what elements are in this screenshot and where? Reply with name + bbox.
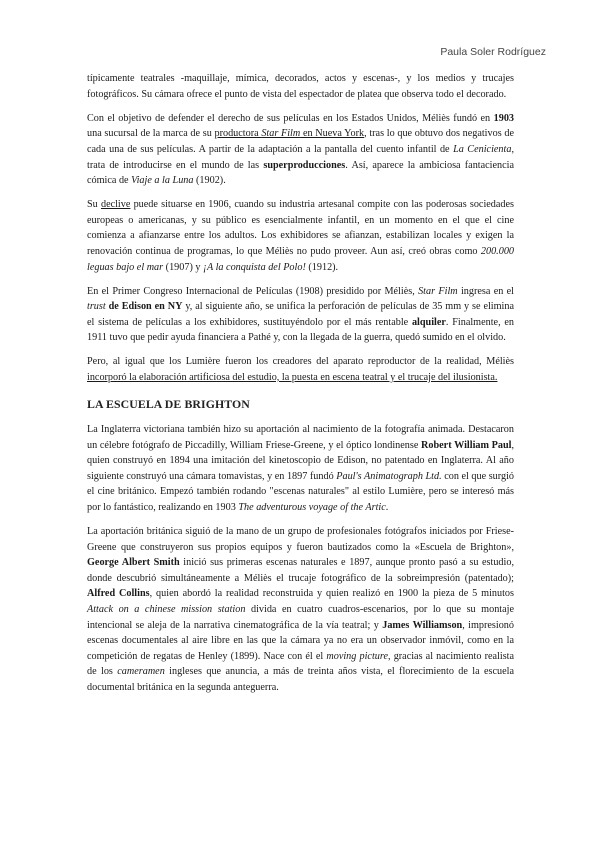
bold-name: Robert William Paul xyxy=(421,439,512,451)
text-run: en Nueva York xyxy=(300,128,365,140)
document-body xyxy=(87,71,514,704)
paragraph-congreso xyxy=(87,284,514,346)
text-run: . Así, aparece la ambiciosa fantaciencia cómica de xyxy=(87,159,514,187)
text-run: La Inglaterra victoriana también hizo su aportación al nacimiento de la fotografía animada. Destacaron un célebre fotógrafo de Piccadilly, William Friese-Greene, y el óptico londinense xyxy=(87,424,514,451)
underlined-word: declive xyxy=(100,199,131,211)
italic-title: ¡A la conquista del Polo! xyxy=(203,261,306,273)
underlined-phrase xyxy=(215,128,365,139)
text-run: Su xyxy=(87,199,101,211)
italic-term: trust xyxy=(87,301,106,313)
bold-name: Alfred Collins xyxy=(87,588,150,600)
text-run: Pero, al igual que los Lumière fueron los creadores del aparato reproductor de la realidad, Méliès xyxy=(87,356,514,368)
text-run: productora xyxy=(214,128,262,140)
bold-name: James Williamson xyxy=(382,619,463,631)
bold-name: George Albert Smith xyxy=(87,557,180,569)
text-run: y, al siguiente año, se unifica la perforación de películas de 35 mm y se elimina el sistema de películas a los exhibidores, sustituyéndolo por el más rentable xyxy=(87,301,515,328)
italic-term: moving picture xyxy=(326,650,388,662)
text-run: ingleses que anuncia, a más de treinta años vista, el florecimiento de la escuela documental británica en la segunda anteguerra. xyxy=(87,666,514,693)
text-run: En el Primer Congreso Internacional de Películas (1908) presidido por Méliès, xyxy=(87,285,419,297)
bold-term: alquiler xyxy=(411,316,446,328)
bold-term: de Edison en NY xyxy=(105,301,183,313)
bold-year: 1903 xyxy=(493,112,514,124)
paragraph-brighton xyxy=(87,524,514,696)
text-run: típicamente teatrales -maquillaje, mímica, decorados, actos y escenas-, y los medios y trucajes fotográficos. Su cámara ofrece el punto de vista del espectador de platea que observa todo el decorado. xyxy=(87,73,514,100)
text-run: , quien abordó la realidad reconstruida y quien realizó en 1900 la pieza de 5 minutos xyxy=(149,588,514,600)
text-run: una sucursal de la marca de su xyxy=(87,128,215,140)
paragraph-declive xyxy=(87,197,514,275)
text-run: (1902). xyxy=(193,175,226,187)
italic-title: Star Film xyxy=(261,128,301,140)
italic-title: La Cenicienta xyxy=(453,143,512,155)
text-run: , quien construyó en 1894 una imitación del kinetoscopio de Edison, no patentado en Inglaterra. Al año siguiente construyó una cámara tomavistas, y en 1897 fundó xyxy=(87,439,514,482)
section-heading: LA ESCUELA DE BRIGHTON xyxy=(87,397,250,412)
italic-term: cameramen xyxy=(117,666,165,678)
paragraph-star-film xyxy=(87,111,514,189)
text-run: , impresionó escenas documentales al aire libre en las que la cámara ya no era un observador inmóvil, como en la competición de regatas de Henley (1899). Nace con él el xyxy=(87,619,514,662)
text-run: divida en cuatro cuadros-escenarios, por lo que su montaje intencional se aleja de la narrativa cinematográfica de la vía teatral; y xyxy=(87,603,514,631)
text-run: . xyxy=(385,502,389,514)
text-run: , trata de introducirse en el mundo de las xyxy=(87,143,514,171)
text-run: Con el objetivo de defender el derecho de sus películas en los Estados Unidos, Méliès fundó en xyxy=(87,112,494,124)
paragraph-lumiere xyxy=(87,354,514,385)
text-run: . Finalmente, en 1911 tuvo que pedir ayuda financiera a Pathé y, con la llegada de la guerra, quedó sumido en el olvido. xyxy=(87,316,514,344)
text-run: puede situarse en 1906, cuando su industria artesanal compite con las poderosas sociedades europeas o americanas, y su público es esencialmente infantil, en un momento en el que el cine comienza a afianzarse entre los adultos. Los exhibidores se afianzan, estabilizan locales y exigen la renovación continua de programas, lo que Méliès no pudo proveer. Aun así, creó obras como xyxy=(87,199,514,257)
text-run: (1907) y xyxy=(163,261,204,273)
italic-title: Attack on a chinese mission station xyxy=(87,603,246,615)
bold-term: superproducciones xyxy=(263,159,346,171)
italic-title: 200.000 leguas bajo el mar xyxy=(87,245,514,273)
page-header-author: Paula Soler Rodríguez xyxy=(440,46,546,58)
text-run: inició sus primeras escenas naturales e 1897, aunque pronto pasó a su estudio, donde descubrió simultáneamente a Méliès el trucaje fotográfico de la sobreimpresión (patentado); xyxy=(87,557,515,584)
text-run: con el que surgió el cine británico. Empezó también rodando "escenas naturales" al estilo Lumière, pero se interesó más por lo fantástico, realizando en 1903 xyxy=(87,470,514,514)
text-run: , tras lo que obtuvo dos negativos de cada una de sus películas. A partir de la adaptación a la pantalla del cuento infantil de xyxy=(87,128,514,155)
text-run: , gracias al nacimiento realista de los xyxy=(87,650,515,678)
text-run: (1912). xyxy=(305,261,339,273)
italic-title: Star Film xyxy=(418,285,458,297)
italic-title: The adventurous voyage of the Artic xyxy=(238,502,386,514)
text-run: ingresa en el xyxy=(457,285,514,297)
paragraph-meliès-style xyxy=(87,71,514,102)
italic-title: Paul's Animatograph Ltd. xyxy=(336,470,442,482)
underlined-phrase: incorporó la elaboración artificiosa del estudio, la puesta en escena teatral y el trucaje del ilusionista. xyxy=(87,371,498,383)
paragraph-inglaterra xyxy=(87,422,514,516)
italic-title: Viaje a la Luna xyxy=(131,175,194,187)
text-run: La aportación británica siguió de la mano de un grupo de profesionales fotógrafos iniciados por Friese-Greene que construyeron sus propios equipos y fueron bautizados como la «Escuela de Brighton», xyxy=(87,526,514,553)
